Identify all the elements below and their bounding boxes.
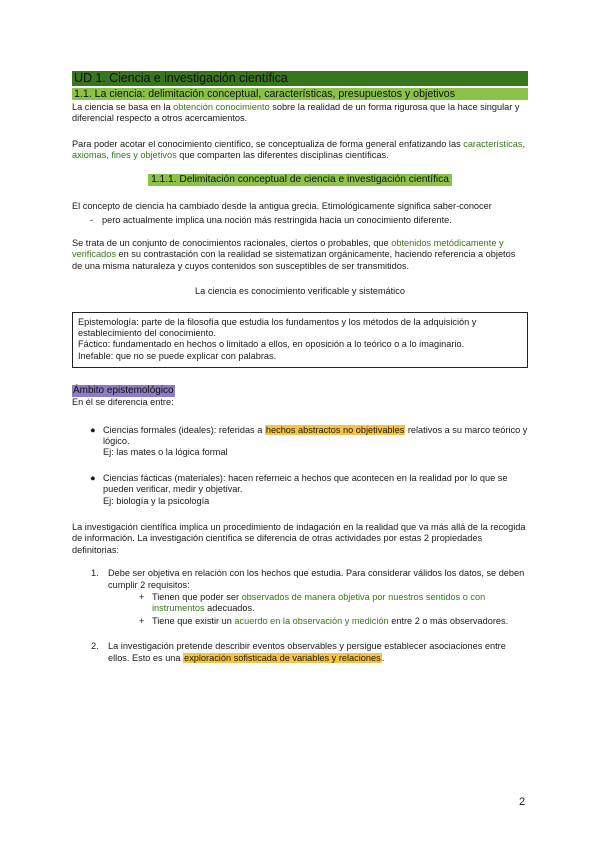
section-intro: En él se diferencia entre:: [72, 397, 174, 408]
paragraph-4-text-a: Se trata de un conjunto de conocimientos racionales, ciertos o probables, que: [72, 237, 392, 248]
bullet-list: [72, 425, 528, 507]
heading-2: 1.1. La ciencia: delimitación conceptual, características, presupuestos y objetivos: [72, 88, 528, 100]
page-number: 2: [519, 796, 526, 808]
sub-item-2: [108, 616, 528, 627]
sub-item-2-text-c: entre 2 o más observadores.: [388, 615, 509, 626]
numbered-item-2: [72, 641, 528, 664]
dash-item-text: pero actualmente implica una noción más restringida hacia un conocimiento diferente.: [102, 214, 452, 225]
bullet-item-facticas-example: Ej: biología y la psicología: [103, 495, 210, 506]
definition-epistemologia: Epistemología: parte de la filosofía que estudia los fundamentos y los métodos de la adquisición y establecimiento del conocimiento.: [78, 316, 477, 338]
bullet-item-formales-example: Ej: las mates o la lógica formal: [103, 447, 228, 458]
paragraph-5: La investigación científica implica un procedimiento de indagación en la realidad que va más allá de la recogida de información. La investigación científica se diferencia de otras actividades por estas 2 propiedades definitorias:: [72, 522, 526, 555]
number-marker: 1.: [91, 568, 99, 579]
paragraph-2-text-a: Para poder acotar el conocimiento científico, se conceptualiza de forma general enfatizando las: [72, 138, 464, 149]
paragraph-4-highlight: obtenidos metódicamente y verificados: [72, 237, 504, 260]
paragraph-1: [72, 102, 528, 125]
paragraph-2-highlight: características, axiomas, fines y objetivos: [72, 138, 525, 161]
definitions-box: [72, 312, 528, 369]
bullet-item-formales-text: [103, 425, 528, 448]
bullet-item-formales: [91, 425, 528, 459]
heading-1: UD 1. Ciencia e investigación científica: [72, 71, 528, 86]
heading-3-wrap: [72, 174, 528, 187]
sub-item-1-text-c: adecuados.: [204, 603, 255, 614]
numbered-item-1: [72, 568, 528, 627]
plus-marker: +: [139, 615, 145, 626]
page-content: [72, 71, 528, 664]
sub-item-1-highlight: observados de manera objetiva por nuestros sentidos o con instrumentos: [152, 592, 486, 614]
plus-marker: +: [139, 592, 145, 603]
sub-item-2-text-a: Tiene que existir un: [152, 615, 235, 626]
bullet-marker: ●: [90, 424, 96, 435]
bullet-marker: ●: [90, 472, 96, 483]
definition-inefable: Inefable: que no se puede explicar con palabras.: [78, 350, 277, 361]
paragraph-4-text-c: en su contrastación con la realidad se sistematizan orgánicamente, haciendo referencia a objetos de una misma naturaleza y cuyos contenidos son susceptibles de ser transmitidos.: [72, 249, 516, 271]
paragraph-1-text-c: sobre la realidad de un forma rigurosa que la hace singular y diferencial respecto a otros acercamientos.: [72, 102, 520, 124]
paragraph-4: [72, 238, 528, 272]
definition-factico: Fáctico: fundamentado en hechos o limitado a ellos, en oposición a lo teórico o a lo imaginario.: [78, 339, 465, 350]
numbered-item-2-text-c: .: [381, 652, 385, 663]
bullet-item-facticas: [91, 473, 528, 507]
numbered-item-2-highlight: exploración sofisticada de variables y relaciones: [184, 652, 381, 663]
heading-3: 1.1.1. Delimitación conceptual de ciencia e investigación científica: [148, 174, 452, 187]
sub-item-1: [108, 592, 528, 615]
numbered-item-2-text: [108, 641, 528, 664]
sub-item-2-highlight: acuerdo en la observación y medición: [234, 615, 389, 626]
sub-item-1-text-a: Tienen que poder ser: [152, 592, 242, 603]
numbered-item-1-text: Debe ser objetiva en relación con los hechos que estudia. Para considerar válidos los datos, se deben cumplir 2 requisitos:: [108, 568, 525, 590]
paragraph-1-highlight: obtención conocimiento: [173, 102, 270, 112]
bullet-1-highlight: hechos abstractos no objetivables: [265, 424, 405, 435]
numbered-item-2-text-a: La investigación pretende describir eventos observables y persigue establecer asociaciones entre ellos. Esto es una: [108, 641, 506, 663]
numbered-list: [72, 568, 528, 664]
section-label-wrap: [72, 385, 528, 397]
centered-statement: La ciencia es conocimiento verificable y sistemático: [195, 286, 405, 297]
paragraph-3: El concepto de ciencia ha cambiado desde la antigua grecia. Etimológicamente significa saber-conocer: [72, 201, 492, 212]
section-label: Ámbito epistemológico: [73, 385, 174, 397]
dash-list-item: [72, 215, 528, 226]
paragraph-2-text-c: que comparten las diferentes disciplinas científicas.: [176, 150, 389, 161]
number-marker: 2.: [91, 641, 99, 652]
paragraph-2: [72, 139, 528, 162]
dash-marker: -: [90, 214, 94, 225]
paragraph-1-text-a: La ciencia se basa en la: [72, 102, 174, 112]
bullet-item-facticas-text: Ciencias fácticas (materiales): hacen referneic a hechos que acontecen en la realidad por lo que se pueden verificar, medir y objetivar.: [103, 472, 508, 495]
bullet-1-text-a: Ciencias formales (ideales): referidas a: [103, 424, 265, 435]
bullet-1-text-c: relativos a su marco teórico y lógico.: [103, 424, 528, 446]
